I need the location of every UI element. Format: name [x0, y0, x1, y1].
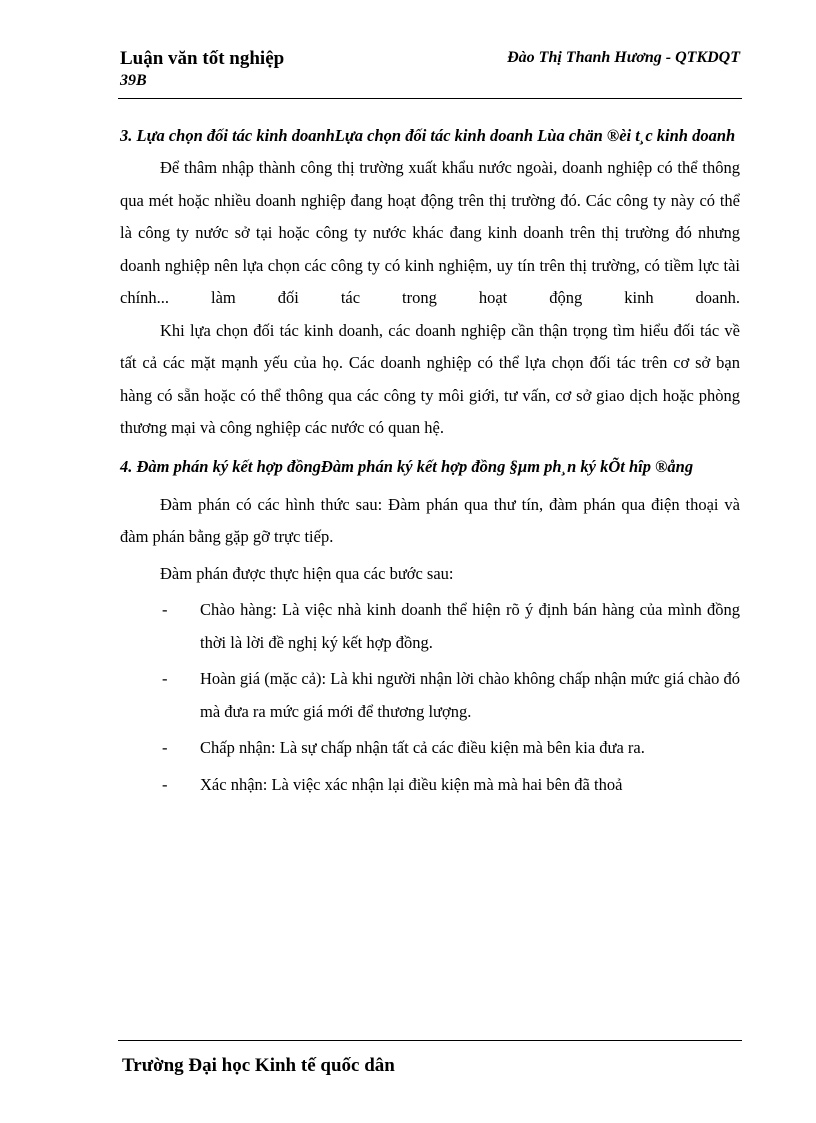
- class-code: 39B: [120, 72, 147, 89]
- page-footer: [118, 1040, 742, 1076]
- section-4-paragraph-1: Đàm phán có các hình thức sau: Đàm phán qua thư tín, đàm phán qua điện thoại và đàm phán bằng gặp gỡ trực tiếp.: [120, 494, 740, 546]
- list-dash: -: [162, 600, 168, 619]
- list-item: [120, 769, 740, 802]
- list-item-text: Xác nhận: Là việc xác nhận lại điều kiện mà mà hai bên đã thoả: [200, 774, 623, 794]
- list-dash: -: [162, 738, 168, 757]
- section-3-paragraph-2: Khi lựa chọn đối tác kinh doanh, các doanh nghiệp cần thận trọng tìm hiểu đối tác về tất cả các mặt mạnh yếu của họ. Các doanh nghiệp có thể lựa chọn đối tác trên cơ sở bạn hàng có sẵn hoặc có thể thông qua các công ty môi giới, tư vấn, cơ sở giao dịch hoặc phòng thương mại và công nghiệp các nước có quan hệ.: [120, 320, 740, 437]
- section-4-heading: 4. Đàm phán ký kết hợp đồngĐàm phán ký kết hợp đồng §µm ph¸n ký kÕt hîp ®ång: [120, 456, 694, 476]
- header-left: [120, 47, 284, 91]
- list-item: [120, 663, 740, 728]
- list-item-text: Hoàn giá (mặc cả): Là khi người nhận lời chào không chấp nhận mức giá chào đó mà đưa ra mức giá mới để thương lượng.: [200, 669, 740, 721]
- list-dash: -: [162, 774, 168, 794]
- list-item-text: Chấp nhận: Là sự chấp nhận tất cả các điều kiện mà bên kia đưa ra.: [200, 738, 645, 757]
- list-item: [120, 732, 740, 765]
- university-name: Trường Đại học Kinh tế quốc dân: [122, 1055, 395, 1076]
- section-3-paragraph-1: Để thâm nhập thành công thị trường xuất khẩu nước ngoài, doanh nghiệp có thể thông qua mét hoặc nhiều doanh nghiệp đang hoạt động trên thị trường đó. Các công ty này có thể là công ty nước sở tại hoặc công ty nước khác đang kinh doanh trên thị trường đó nhưng doanh nghiệp nên lựa chọn các công ty có kinh nghiệm, uy tín trên thị trường, có tiềm lực tài chính... làm đối tác trong hoạt động kinh doanh.: [120, 158, 740, 307]
- negotiation-steps-list: [120, 594, 740, 801]
- list-item-text: Chào hàng: Là việc nhà kinh doanh thể hiện rõ ý định bán hàng của mình đồng thời là lời đề nghị ký kết hợp đồng.: [200, 600, 740, 652]
- list-dash: -: [162, 669, 168, 688]
- thesis-title: Luận văn tốt nghiệp: [120, 48, 285, 69]
- page-body: [120, 120, 740, 805]
- section-3-heading: 3. Lựa chọn đối tác kinh doanhLựa chọn đối tác kinh doanh Lùa chän ®èi t¸c kinh doanh: [120, 126, 736, 145]
- section-4-paragraph-2: Đàm phán được thực hiện qua các bước sau:: [160, 563, 454, 583]
- list-item: [120, 594, 740, 659]
- author-name: Đào Thị Thanh Hương - QTKDQT: [507, 49, 740, 66]
- page-header: [118, 46, 742, 99]
